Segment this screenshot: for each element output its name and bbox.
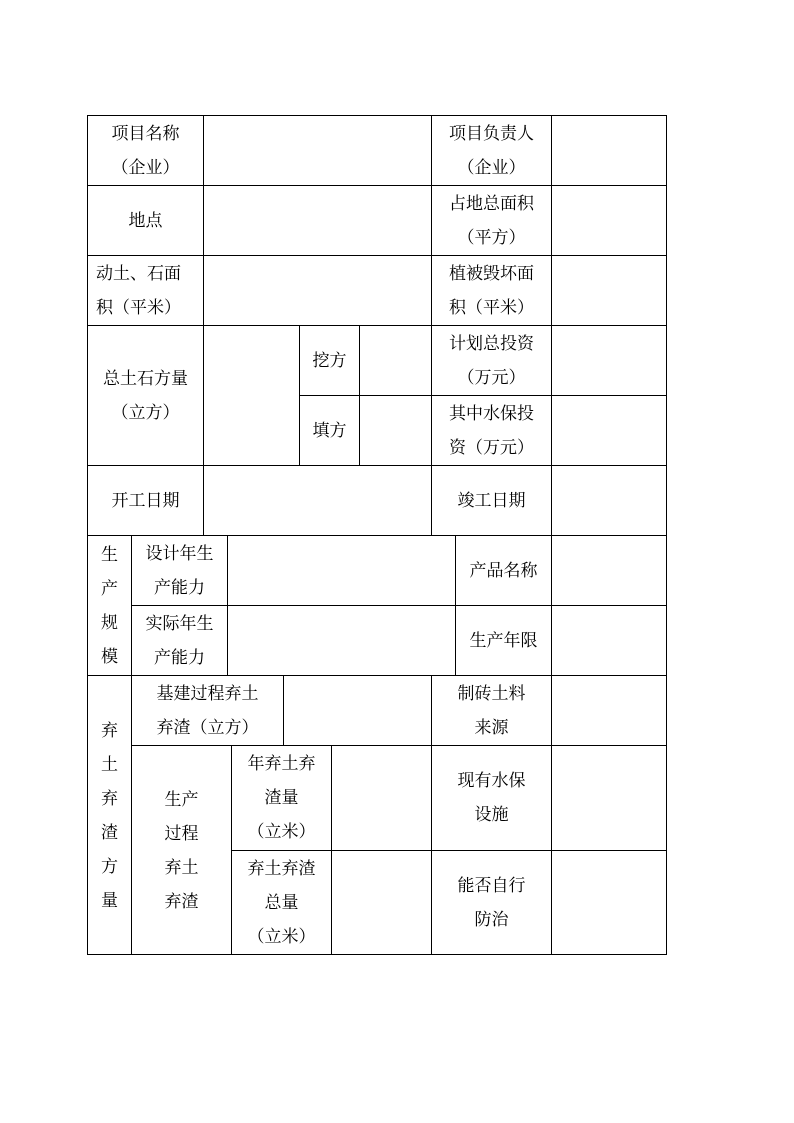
field-soil-conservation-investment[interactable] <box>551 395 667 465</box>
label-total-land-area: 占地总面积 （平方） <box>431 185 551 255</box>
label-spoil-amount: 弃 土 弃 渣 方 量 <box>87 675 131 955</box>
field-start-date[interactable] <box>203 465 431 535</box>
label-vegetation-damage-area: 植被毁坏面 积（平米） <box>431 255 551 325</box>
label-fill: 填方 <box>299 395 359 465</box>
label-excavation: 挖方 <box>299 325 359 395</box>
label-existing-measures: 现有水保 设施 <box>431 745 551 850</box>
field-brick-soil-source[interactable] <box>551 675 667 745</box>
field-actual-capacity[interactable] <box>227 605 455 675</box>
field-completion-date[interactable] <box>551 465 667 535</box>
field-production-years[interactable] <box>551 605 667 675</box>
field-fill[interactable] <box>359 395 431 465</box>
field-construction-spoil[interactable] <box>283 675 431 745</box>
label-soil-conservation-investment: 其中水保投 资（万元） <box>431 395 551 465</box>
field-total-earthwork[interactable] <box>203 325 299 465</box>
label-completion-date: 竣工日期 <box>431 465 551 535</box>
label-project-name: 项目名称 （企业） <box>87 115 203 185</box>
field-designed-capacity[interactable] <box>227 535 455 605</box>
field-project-leader[interactable] <box>551 115 667 185</box>
field-total-spoil[interactable] <box>331 850 431 955</box>
soil-conservation-form <box>87 115 667 955</box>
field-project-name[interactable] <box>203 115 431 185</box>
field-planned-investment[interactable] <box>551 325 667 395</box>
label-project-leader: 项目负责人 （企业） <box>431 115 551 185</box>
field-product-name[interactable] <box>551 535 667 605</box>
label-production-scale: 生 产 规 模 <box>87 535 131 675</box>
label-production-spoil: 生产 过程 弃土 弃渣 <box>131 745 231 955</box>
field-disturbed-area[interactable] <box>203 255 431 325</box>
label-construction-spoil: 基建过程弃土 弃渣（立方） <box>131 675 283 745</box>
field-excavation[interactable] <box>359 325 431 395</box>
field-location[interactable] <box>203 185 431 255</box>
label-production-years: 生产年限 <box>455 605 551 675</box>
field-annual-spoil[interactable] <box>331 745 431 850</box>
label-total-earthwork: 总土石方量 （立方） <box>87 325 203 465</box>
label-annual-spoil: 年弃土弃 渣量 （立米） <box>231 745 331 850</box>
label-self-prevention: 能否自行 防治 <box>431 850 551 955</box>
field-existing-measures[interactable] <box>551 745 667 850</box>
label-brick-soil-source: 制砖土料 来源 <box>431 675 551 745</box>
label-start-date: 开工日期 <box>87 465 203 535</box>
label-planned-investment: 计划总投资 （万元） <box>431 325 551 395</box>
field-self-prevention[interactable] <box>551 850 667 955</box>
label-actual-capacity: 实际年生 产能力 <box>131 605 227 675</box>
field-vegetation-damage-area[interactable] <box>551 255 667 325</box>
label-location: 地点 <box>87 185 203 255</box>
field-total-land-area[interactable] <box>551 185 667 255</box>
label-disturbed-area: 动土、石面 积（平米） <box>87 255 203 325</box>
label-designed-capacity: 设计年生 产能力 <box>131 535 227 605</box>
label-product-name: 产品名称 <box>455 535 551 605</box>
label-total-spoil: 弃土弃渣 总量 （立米） <box>231 850 331 955</box>
